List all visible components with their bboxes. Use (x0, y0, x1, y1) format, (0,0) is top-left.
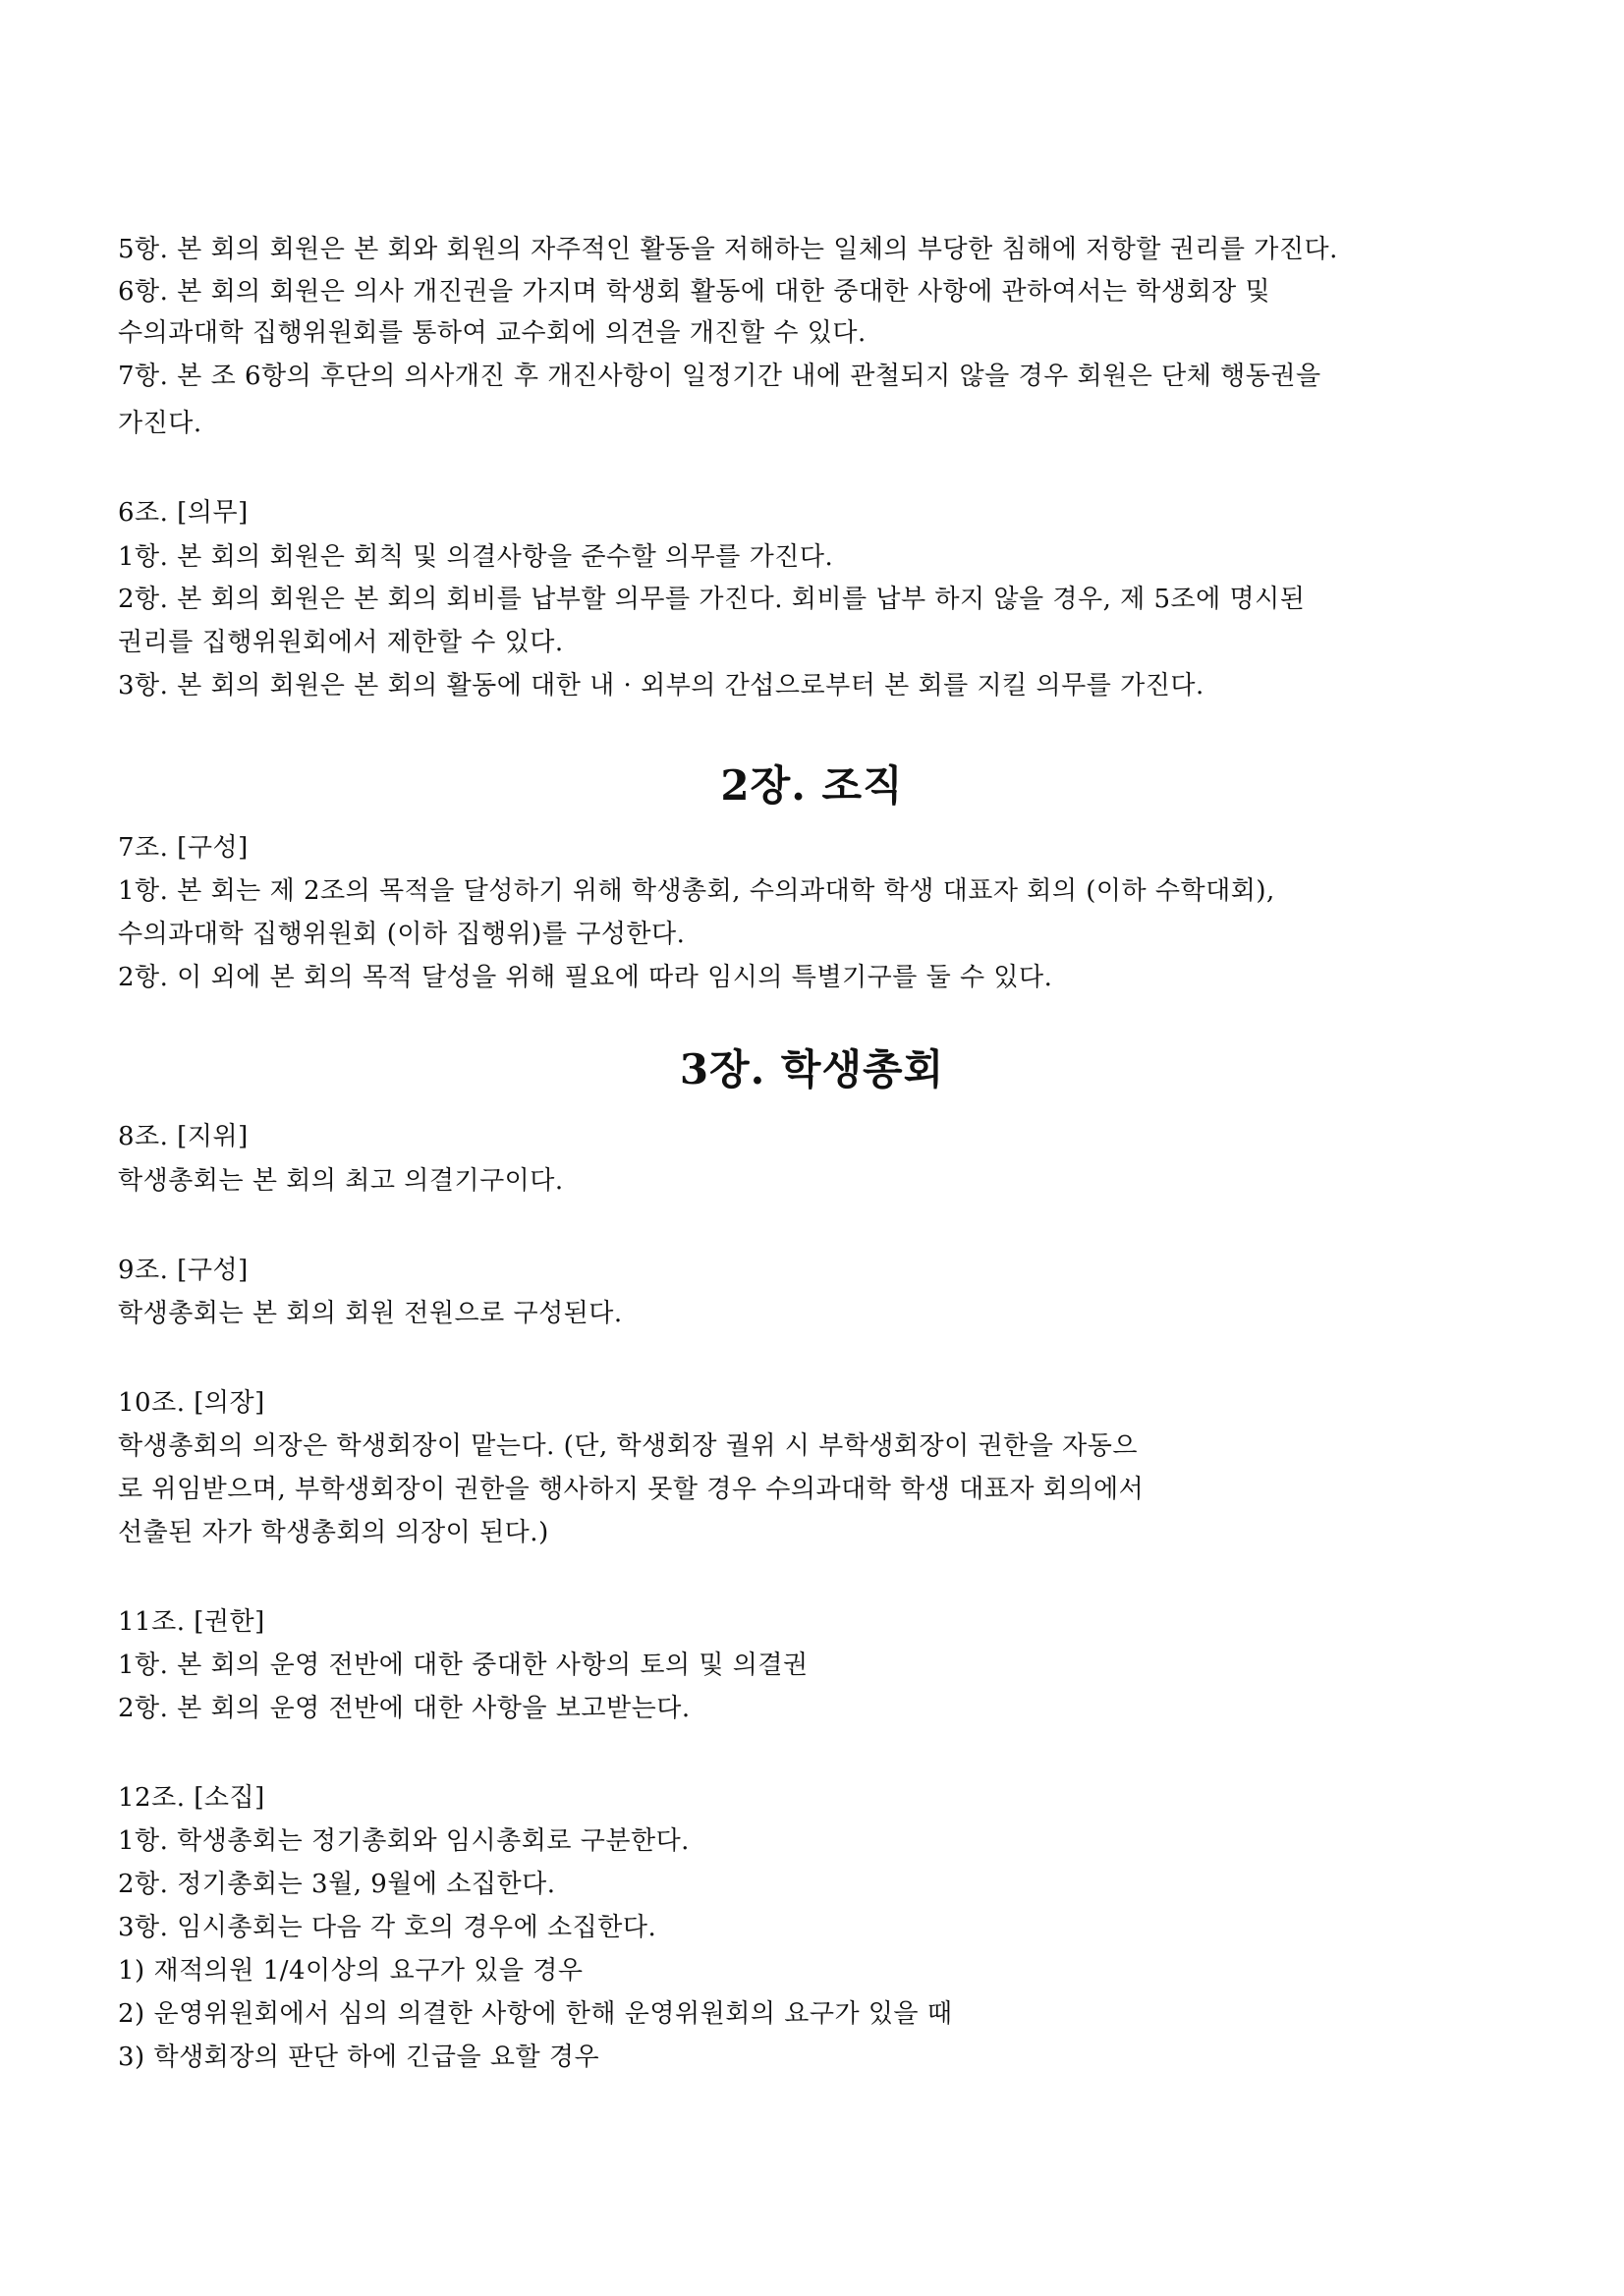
article12-item2: 2) 운영위원회에서 심의 의결한 사항에 한해 운영위원회의 요구가 있을 때 (118, 1999, 953, 2029)
article11-clause2: 2항. 본 회의 운영 전반에 대한 사항을 보고받는다. (118, 1694, 691, 1723)
article10-body-line3: 선출된 자가 학생총회의 의장이 된다.) (118, 1518, 549, 1547)
article12-clause3: 3항. 임시총회는 다음 각 호의 경우에 소집한다. (118, 1913, 657, 1942)
article6-clause2-line2: 권리를 집행위원회에서 제한할 수 있다. (118, 628, 564, 657)
article12-item1: 1) 재적의원 1/4이상의 요구가 있을 경우 (118, 1956, 584, 1986)
article5-clause7-line1: 7항. 본 조 6항의 후단의 의사개진 후 개진사항이 일정기간 내에 관철되지 않을 경우 회원은 단체 행동권을 (118, 362, 1321, 391)
article7-clause2: 2항. 이 외에 본 회의 목적 달성을 위해 필요에 따라 임시의 특별기구를 둘 수 있다. (118, 963, 1053, 992)
article6-clause3: 3항. 본 회의 회원은 본 회의 활동에 대한 내 · 외부의 간섭으로부터 본 회를 지킬 의무를 가진다. (118, 671, 1204, 700)
article11-clause1: 1항. 본 회의 운영 전반에 대한 중대한 사항의 토의 및 의결권 (118, 1651, 809, 1680)
article10-title: 10조. [의장] (118, 1388, 265, 1418)
article7-clause1-line2: 수의과대학 집행위원회 (이하 집행위)를 구성한다. (118, 920, 686, 949)
article6-title: 6조. [의무] (118, 498, 249, 528)
article5-clause5: 5항. 본 회의 회원은 본 회와 회원의 자주적인 활동을 저해하는 일체의 부당한 침해에 저항할 권리를 가진다. (118, 235, 1338, 264)
article9-body: 학생총회는 본 회의 회원 전원으로 구성된다. (118, 1299, 623, 1328)
article7-clause1-line1: 1항. 본 회는 제 2조의 목적을 달성하기 위해 학생총회, 수의과대학 학생 대표자 회의 (이하 수학대회), (118, 876, 1275, 906)
article6-clause1: 1항. 본 회의 회원은 회칙 및 의결사항을 준수할 의무를 가진다. (118, 542, 834, 572)
article12-clause2: 2항. 정기총회는 3월, 9월에 소집한다. (118, 1870, 556, 1899)
article5-clause7-line2: 가진다. (118, 409, 202, 438)
article8-title: 8조. [지위] (118, 1122, 249, 1151)
article8-body: 학생총회는 본 회의 최고 의결기구이다. (118, 1166, 564, 1196)
article12-clause1: 1항. 학생총회는 정기총회와 임시총회로 구분한다. (118, 1826, 690, 1856)
article5-clause6-line2: 수의과대학 집행위원회를 통하여 교수회에 의견을 개진할 수 있다. (118, 318, 867, 348)
article9-title: 9조. [구성] (118, 1256, 249, 1285)
article10-body-line2: 로 위임받으며, 부학생회장이 권한을 행사하지 못할 경우 수의과대학 학생 대표자 회의에서 (118, 1475, 1145, 1504)
article12-title: 12조. [소집] (118, 1783, 265, 1813)
article7-title: 7조. [구성] (118, 833, 249, 863)
article12-item3: 3) 학생회장의 판단 하에 긴급을 요할 경우 (118, 2043, 600, 2072)
article6-clause2-line1: 2항. 본 회의 회원은 본 회의 회비를 납부할 의무를 가진다. 회비를 납부 하지 않을 경우, 제 5조에 명시된 (118, 585, 1306, 614)
chapter2-heading: 2장. 조직 (720, 761, 904, 810)
article5-clause6-line1: 6항. 본 회의 회원은 의사 개진권을 가지며 학생회 활동에 대한 중대한 사항에 관하여서는 학생회장 및 (118, 277, 1271, 307)
article11-title: 11조. [권한] (118, 1607, 265, 1637)
article10-body-line1: 학생총회의 의장은 학생회장이 맡는다. (단, 학생회장 궐위 시 부학생회장이 권한을 자동으 (118, 1431, 1138, 1461)
chapter3-heading: 3장. 학생총회 (679, 1045, 945, 1093)
